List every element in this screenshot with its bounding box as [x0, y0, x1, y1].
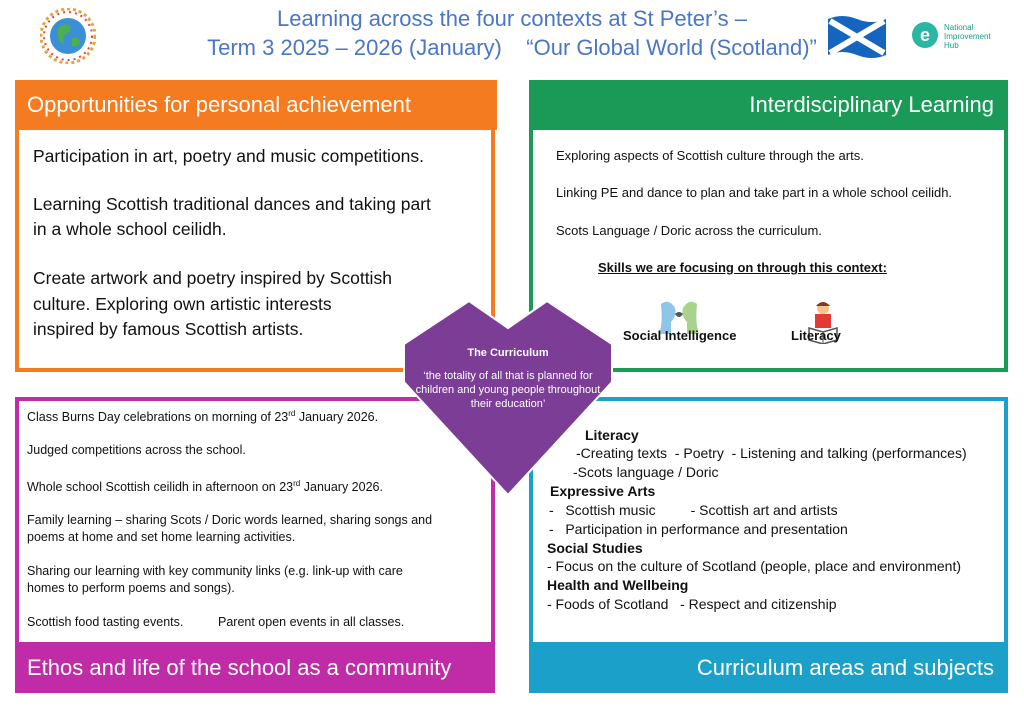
skill-literacy: Literacy [791, 328, 841, 343]
nih-logo-text [944, 23, 991, 50]
interdisciplinary-heading: Interdisciplinary Learning [529, 80, 1008, 130]
ethos-item: Parent open events in all classes. [218, 615, 405, 629]
personal-achievement-heading: Opportunities for personal achievement [15, 80, 497, 130]
interdisciplinary-item: Exploring aspects of Scottish culture through the arts. [556, 148, 864, 163]
ethos-heading: Ethos and life of the school as a community [15, 642, 495, 693]
skills-title: Skills we are focusing on through this context: [598, 260, 887, 275]
interdisciplinary-item: Linking PE and dance to plan and take part in a whole school ceilidh. [556, 185, 953, 200]
achievement-line: Participation in art, poetry and music competitions. [33, 146, 425, 166]
curriculum-heart-title: The Curriculum [467, 347, 549, 359]
ethos-item: Judged competitions across the school. [27, 443, 246, 457]
ethos-item: Class Burns Day celebrations on morning of 23rd January 2026. [27, 409, 379, 425]
social-studies-title: Social Studies [547, 540, 643, 556]
achievement-line: culture. Exploring own artistic interests [33, 294, 332, 314]
interdisciplinary-item: Scots Language / Doric across the curriculum. [556, 223, 822, 238]
achievement-line: Learning Scottish traditional dances and taking part [33, 194, 431, 214]
curriculum-areas-heading: Curriculum areas and subjects [529, 642, 1008, 693]
expressive-arts-title: Expressive Arts [550, 483, 656, 499]
achievement-line: in a whole school ceilidh. [33, 219, 227, 239]
expressive-arts-line: - Participation in performance and presentation [549, 521, 848, 537]
ethos-item: poems at home and set home learning activities. [27, 530, 296, 544]
health-wellbeing-line: - Foods of Scotland - Respect and citizenship [547, 596, 837, 612]
page-title-line-2: Term 3 2025 – 2026 (January) “Our Global World (Scotland)” [207, 35, 817, 60]
nih-logo-text-3: Hub [944, 41, 959, 50]
ethos-item: Scottish food tasting events. [27, 615, 184, 629]
scotland-flag-icon [826, 13, 888, 61]
ethos-item: Sharing our learning with key community links (e.g. link-up with care [27, 564, 403, 578]
literacy-line: -Creating texts - Poetry - Listening and talking (performances) [576, 445, 967, 461]
literacy-title: Literacy [585, 427, 639, 443]
skill-social-intelligence: Social Intelligence [623, 328, 737, 343]
literacy-line: -Scots language / Doric [573, 464, 719, 480]
ethos-item: Whole school Scottish ceilidh in afternoon on 23rd January 2026. [27, 479, 383, 495]
health-wellbeing-title: Health and Wellbeing [547, 577, 689, 593]
nih-logo-mark: e [912, 22, 938, 48]
achievement-line: inspired by famous Scottish artists. [33, 319, 304, 339]
achievement-line: Create artwork and poetry inspired by Scottish [33, 268, 392, 288]
national-improvement-hub-logo [912, 22, 1002, 56]
page-title-line-1: Learning across the four contexts at St Peter’s – [276, 6, 747, 31]
ethos-item: Family learning – sharing Scots / Doric words learned, sharing songs and [27, 513, 433, 527]
expressive-arts-line: - Scottish music - Scottish art and artists [549, 502, 838, 518]
social-studies-line: - Focus on the culture of Scotland (people, place and environment) [547, 558, 962, 574]
ethos-item: homes to perform poems and songs). [27, 581, 235, 595]
nih-logo-text-2: Improvement [944, 32, 991, 41]
nih-logo-text-1: National [944, 23, 974, 32]
curriculum-heart-definition: ‘the totality of all that is planned for children and young people throughout their education’ [415, 370, 601, 410]
